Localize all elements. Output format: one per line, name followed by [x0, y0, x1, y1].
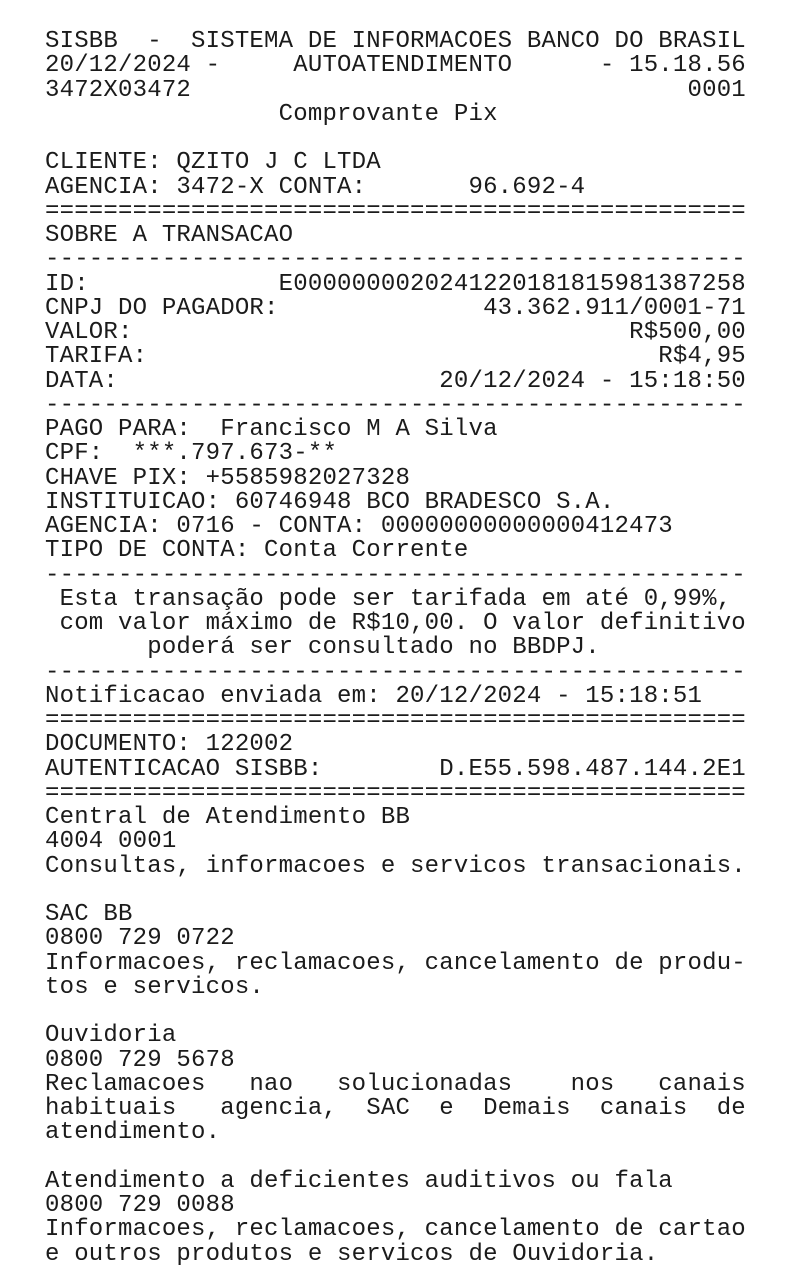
- tariff-notice-line-1: Esta transação pode ser tarifada em até 0,99%,: [45, 585, 732, 613]
- client-section: [45, 151, 791, 200]
- contact-deficientes-description-2: e outros produtos e servicos de Ouvidoria.: [45, 1240, 659, 1268]
- contact-sac-description-1: Informacoes, reclamacoes, cancelamento de produ-: [45, 949, 746, 977]
- payee-agency-account-line: AGENCIA: 0716 - CONTA: 00000000000000412473: [45, 513, 673, 540]
- contact-sac-phone: 0800 729 0722: [45, 925, 235, 953]
- contact-ouvidoria-description-1: Reclamacoes nao solucionadas nos canais: [45, 1070, 746, 1098]
- contact-deficientes-phone: 0800 729 0088: [45, 1192, 235, 1219]
- sisbb-authentication-line: AUTENTICACAO SISBB: D.E55.598.487.144.2E1: [45, 755, 746, 783]
- blank-line: [45, 1000, 791, 1024]
- payee-name-line: PAGO PARA: Francisco M A Silva: [45, 416, 498, 443]
- separator-single: ------------------------------------------------: [45, 246, 746, 274]
- tariff-notice-line-3: poderá ser consultado no BBDPJ.: [45, 634, 600, 662]
- payee-cpf-line: CPF: ***.797.673-**: [45, 440, 338, 468]
- payer-cnpj-line: CNPJ DO PAGADOR: 43.362.911/0001-71: [45, 294, 746, 322]
- contact-deficientes-block: [45, 1167, 791, 1268]
- contact-sac-title: SAC BB: [45, 901, 133, 928]
- blank-line: [45, 879, 791, 903]
- payee-section: [45, 418, 791, 588]
- tariff-notice-section: [45, 585, 791, 686]
- contact-deficientes-title: Atendimento a deficientes auditivos ou fala: [45, 1167, 673, 1195]
- contact-deficientes-description-1: Informacoes, reclamacoes, cancelamento de cartao: [45, 1216, 746, 1244]
- authentication-section: [45, 733, 791, 806]
- notification-sent-line: Notificacao enviada em: 20/12/2024 - 15:18:51: [45, 682, 703, 710]
- contact-ouvidoria-description-2: habituais agencia, SAC e Demais canais de: [45, 1095, 746, 1122]
- terminal-id-line: 3472X03472 0001: [45, 76, 746, 104]
- contact-ouvidoria-title: Ouvidoria: [45, 1022, 177, 1050]
- receipt-title: Comprovante Pix: [45, 100, 498, 128]
- separator-double: ================================================: [45, 197, 746, 225]
- contact-ouvidoria-phone: 0800 729 5678: [45, 1046, 235, 1074]
- separator-single: ------------------------------------------------: [45, 658, 746, 686]
- contact-ouvidoria-description-3: atendimento.: [45, 1119, 221, 1147]
- blank-line: [45, 127, 791, 151]
- document-number-line: DOCUMENTO: 122002: [45, 731, 294, 759]
- separator-double: ================================================: [45, 707, 746, 734]
- contact-central-phone: 4004 0001: [45, 828, 177, 856]
- payee-institution-line: INSTITUICAO: 60746948 BCO BRADESCO S.A.: [45, 488, 615, 516]
- transaction-date-line: DATA: 20/12/2024 - 15:18:50: [45, 367, 746, 395]
- system-name-line: SISBB - SISTEMA DE INFORMACOES BANCO DO BRASIL: [45, 28, 746, 55]
- payee-account-type-line: TIPO DE CONTA: Conta Corrente: [45, 537, 469, 565]
- separator-single: ------------------------------------------------: [45, 391, 746, 419]
- blank-line: [45, 1146, 791, 1170]
- fee-line: TARIFA: R$4,95: [45, 343, 746, 371]
- transaction-section-heading: SOBRE A TRANSACAO: [45, 222, 294, 249]
- separator-double: ================================================: [45, 779, 746, 807]
- transaction-section: [45, 224, 791, 418]
- contact-sac-description-2: tos e servicos.: [45, 973, 265, 1001]
- contact-central-title: Central de Atendimento BB: [45, 804, 411, 831]
- client-name-line: CLIENTE: QZITO J C LTDA: [45, 149, 381, 177]
- session-datetime-line: 20/12/2024 - AUTOATENDIMENTO - 15.18.56: [45, 52, 746, 80]
- contact-sac-block: [45, 903, 791, 1024]
- receipt-header-section: [45, 30, 791, 151]
- contact-central-block: [45, 806, 791, 903]
- tariff-notice-line-2: com valor máximo de R$10,00. O valor definitivo: [45, 610, 746, 637]
- amount-line: VALOR: R$500,00: [45, 319, 746, 346]
- payee-pix-key-line: CHAVE PIX: +5585982027328: [45, 464, 411, 492]
- separator-single: ------------------------------------------------: [45, 561, 746, 589]
- notification-section: [45, 682, 791, 734]
- contact-central-description: Consultas, informacoes e servicos transacionais.: [45, 852, 746, 880]
- transaction-id-line: ID: E0000000020241220181815981387258: [45, 270, 746, 298]
- contact-ouvidoria-block: [45, 1024, 791, 1170]
- client-agency-account-line: AGENCIA: 3472-X CONTA: 96.692-4: [45, 173, 586, 201]
